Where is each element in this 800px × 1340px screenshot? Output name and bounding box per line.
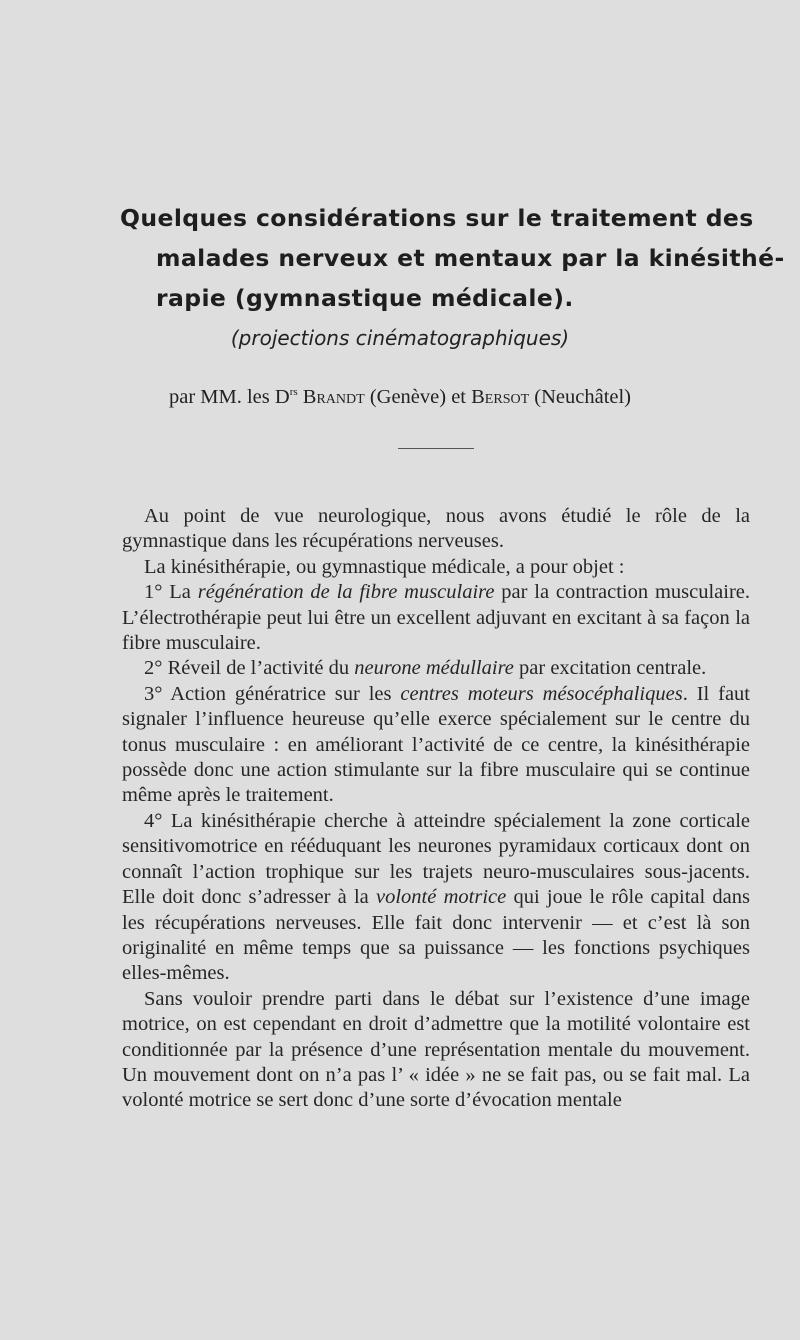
- paragraph-5: [122, 682, 750, 809]
- p3-emphasis: régénération de la fibre musculaire: [197, 581, 495, 604]
- paragraph-2: La kinésithérapie, ou gymnastique médicale, a pour objet :: [144, 555, 625, 578]
- p5-text-b: . Il faut signaler l’influence heureuse qu’elle exerce spécialement sur le centre du tonus musculaire : en améliorant l’activité de ce centre, la kinésithérapie possède donc une action stimulante sur la fibre musculaire qui se continue même après le traitement.: [122, 682, 750, 807]
- paragraph-4: [122, 656, 750, 681]
- title-line-3: rapie (gymnastique médicale).: [156, 284, 574, 312]
- p6-emphasis: volonté motrice: [376, 886, 507, 909]
- place-geneve: (Genève) et: [364, 386, 472, 408]
- title-line-2: malades nerveux et mentaux par la kinésithé-: [156, 244, 785, 272]
- p6-text-a: 4° La kinésithérapie cherche à atteindre spécialement la zone corticale sensitivomotrice en rééduquant les neurones pyramidaux corticaux dont on connaît l’action trophique sur les trajets neuro-musculaires sous-jacents. Elle doit donc s’adresser à la: [122, 809, 750, 909]
- p5-emphasis: centres moteurs mésocéphaliques: [400, 682, 683, 705]
- subtitle: (projections cinématographiques): [230, 326, 570, 350]
- p4-text-b: par excitation centrale.: [513, 657, 707, 680]
- article-title: [120, 198, 785, 318]
- article-body: [122, 504, 750, 1114]
- paragraph-1: Au point de vue neurologique, nous avons étudié le rôle de la gymnastique dans les récupérations nerveuses.: [122, 505, 750, 553]
- authors-line: [0, 386, 800, 409]
- paragraph-6: [122, 809, 750, 987]
- paragraph-3: [122, 580, 750, 656]
- paragraph-7: Sans vouloir prendre parti dans le débat sur l’existence d’une image motrice, on est cependant en droit d’admettre que la motilité volontaire est conditionnée par la présence d’une représentation mentale du mouvement. Un mouvement dont on n’a pas l’ « idée » ne se fait pas, ou se fait mal. La volonté motrice se sert donc d’une sorte d’évocation mentale: [122, 987, 750, 1112]
- p4-emphasis: neurone médullaire: [354, 657, 514, 680]
- authors-sup: rs: [289, 386, 298, 399]
- p3-text-a: 1° La: [144, 581, 198, 604]
- p6-text-b: qui joue le rôle capital dans les récupérations nerveuses. Elle fait donc intervenir — et c’est là son originalité en même temps que sa puissance — les fonctions psychiques elles-mêmes.: [122, 886, 750, 985]
- separator-rule: [398, 448, 474, 449]
- authors-prefix: par MM. les D: [168, 386, 290, 408]
- p4-text-a: 2° Réveil de l’activité du: [144, 657, 355, 680]
- author-brandt: Brandt: [302, 386, 365, 408]
- p5-text-a: 3° Action génératrice sur les: [144, 682, 401, 705]
- author-bersot: Bersot: [471, 386, 530, 408]
- title-line-1: Quelques considérations sur le traitement des: [120, 204, 754, 232]
- place-neuchatel: (Neuchâtel): [529, 386, 632, 408]
- p3-text-b: par la contraction musculaire. L’électrothérapie peut lui être un excellent adjuvant en excitant à sa façon la fibre musculaire.: [122, 581, 751, 655]
